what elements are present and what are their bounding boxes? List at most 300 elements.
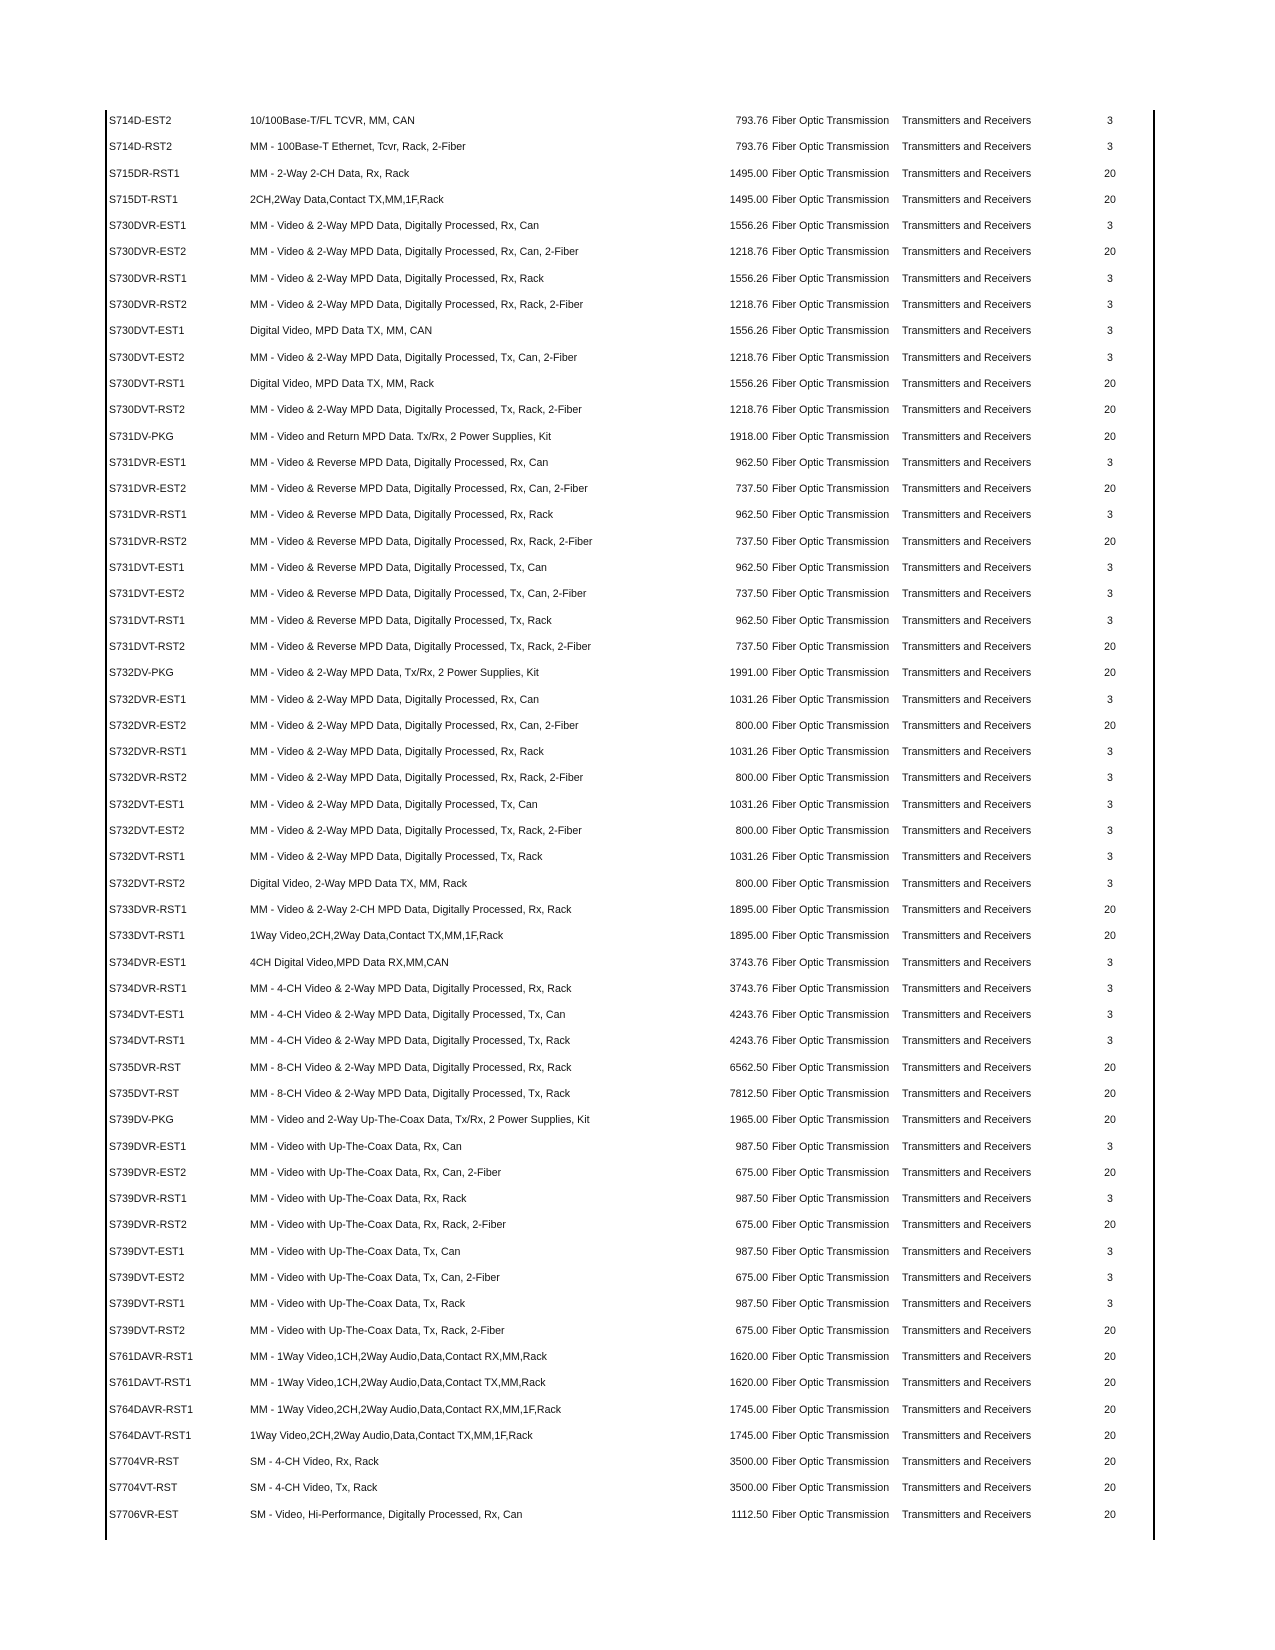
description-cell: MM - Video & Reverse MPD Data, Digitally Processed, Rx, Rack [250, 509, 553, 522]
subcategory-cell: Transmitters and Receivers [902, 1482, 1032, 1495]
description-cell: MM - Video with Up-The-Coax Data, Rx, Rack [250, 1193, 467, 1206]
price-cell: 962.50 [735, 509, 768, 522]
quantity-cell: 20 [1104, 1219, 1116, 1232]
description-cell: SM - 4-CH Video, Rx, Rack [250, 1456, 379, 1469]
part-number-cell: S730DVT-EST2 [109, 351, 185, 364]
description-cell: MM - Video & Reverse MPD Data, Digitally Processed, Rx, Can [250, 456, 549, 469]
description-cell: 10/100Base-T/FL TCVR, MM, CAN [250, 115, 415, 127]
part-number-cell: S730DVT-EST1 [109, 325, 185, 338]
table-row [0, 1344, 1275, 1370]
quantity-cell: 3 [1107, 982, 1113, 995]
quantity-cell: 20 [1104, 1166, 1116, 1179]
price-cell: 1495.00 [729, 193, 768, 206]
price-cell: 793.76 [735, 141, 768, 154]
description-cell: SM - 4-CH Video, Tx, Rack [250, 1482, 378, 1495]
quantity-cell: 20 [1104, 903, 1116, 916]
description-cell: MM - Video & 2-Way MPD Data, Digitally Processed, Rx, Can [250, 693, 540, 706]
category-cell: Fiber Optic Transmission [772, 1114, 890, 1127]
table-row [0, 292, 1275, 318]
subcategory-cell: Transmitters and Receivers [902, 1114, 1032, 1127]
description-cell: MM - Video with Up-The-Coax Data, Tx, Can [250, 1245, 461, 1258]
subcategory-cell: Transmitters and Receivers [902, 1087, 1032, 1100]
part-number-cell: S731DVT-RST2 [109, 640, 185, 653]
category-cell: Fiber Optic Transmission [772, 1245, 890, 1258]
table-row [0, 581, 1275, 607]
description-cell: 4CH Digital Video,MPD Data RX,MM,CAN [250, 956, 449, 969]
description-cell: MM - Video & 2-Way MPD Data, Digitally Processed, Tx, Can, 2-Fiber [250, 351, 578, 364]
table-row [0, 1291, 1275, 1317]
price-cell: 1031.26 [729, 693, 768, 706]
subcategory-cell: Transmitters and Receivers [902, 1009, 1032, 1022]
description-cell: MM - Video with Up-The-Coax Data, Tx, Rack, 2-Fiber [250, 1324, 505, 1337]
category-cell: Fiber Optic Transmission [772, 746, 890, 759]
table-row [0, 1318, 1275, 1344]
category-cell: Fiber Optic Transmission [772, 982, 890, 995]
part-number-cell: S714D-EST2 [109, 115, 172, 127]
price-cell: 1556.26 [729, 220, 768, 233]
category-cell: Fiber Optic Transmission [772, 167, 890, 180]
price-cell: 6562.50 [729, 1061, 768, 1074]
quantity-cell: 3 [1107, 772, 1113, 785]
price-cell: 675.00 [735, 1166, 768, 1179]
part-number-cell: S764DAVT-RST1 [109, 1429, 192, 1442]
quantity-cell: 3 [1107, 115, 1113, 127]
description-cell: MM - 1Way Video,2CH,2Way Audio,Data,Contact RX,MM,1F,Rack [250, 1403, 562, 1416]
description-cell: MM - Video with Up-The-Coax Data, Rx, Rack, 2-Fiber [250, 1219, 506, 1232]
category-cell: Fiber Optic Transmission [772, 351, 890, 364]
category-cell: Fiber Optic Transmission [772, 903, 890, 916]
category-cell: Fiber Optic Transmission [772, 1377, 890, 1390]
part-number-cell: S731DVR-RST2 [109, 535, 187, 548]
table-row [0, 1265, 1275, 1291]
category-cell: Fiber Optic Transmission [772, 1482, 890, 1495]
part-number-cell: S739DVT-RST2 [109, 1324, 185, 1337]
category-cell: Fiber Optic Transmission [772, 193, 890, 206]
subcategory-cell: Transmitters and Receivers [902, 903, 1032, 916]
description-cell: MM - 1Way Video,1CH,2Way Audio,Data,Contact TX,MM,Rack [250, 1377, 546, 1390]
description-cell: 1Way Video,2CH,2Way Data,Contact TX,MM,1F,Rack [250, 930, 504, 943]
category-cell: Fiber Optic Transmission [772, 1193, 890, 1206]
price-cell: 1620.00 [729, 1350, 768, 1363]
price-cell: 987.50 [735, 1245, 768, 1258]
part-number-cell: S734DVR-RST1 [109, 982, 187, 995]
subcategory-cell: Transmitters and Receivers [902, 246, 1032, 259]
category-cell: Fiber Optic Transmission [772, 693, 890, 706]
subcategory-cell: Transmitters and Receivers [902, 1166, 1032, 1179]
price-cell: 737.50 [735, 588, 768, 601]
description-cell: MM - 100Base-T Ethernet, Tcvr, Rack, 2-Fiber [250, 141, 466, 154]
quantity-cell: 3 [1107, 1298, 1113, 1311]
description-cell: MM - 2-Way 2-CH Data, Rx, Rack [250, 167, 410, 180]
table-row [0, 1370, 1275, 1396]
price-cell: 1745.00 [729, 1403, 768, 1416]
price-cell: 737.50 [735, 640, 768, 653]
category-cell: Fiber Optic Transmission [772, 377, 890, 390]
subcategory-cell: Transmitters and Receivers [902, 614, 1032, 627]
part-number-cell: S731DVR-EST2 [109, 483, 187, 496]
price-cell: 987.50 [735, 1193, 768, 1206]
subcategory-cell: Transmitters and Receivers [902, 772, 1032, 785]
description-cell: Digital Video, MPD Data TX, MM, CAN [250, 325, 433, 338]
part-number-cell: S731DVT-EST2 [109, 588, 185, 601]
description-cell: MM - 4-CH Video & 2-Way MPD Data, Digitally Processed, Rx, Rack [250, 982, 572, 995]
quantity-cell: 3 [1107, 141, 1113, 154]
table-row [0, 713, 1275, 739]
subcategory-cell: Transmitters and Receivers [902, 456, 1032, 469]
quantity-cell: 20 [1104, 1482, 1116, 1495]
table-row [0, 950, 1275, 976]
table-row [0, 187, 1275, 213]
subcategory-cell: Transmitters and Receivers [902, 1272, 1032, 1285]
table-row [0, 161, 1275, 187]
quantity-cell: 3 [1107, 825, 1113, 838]
category-cell: Fiber Optic Transmission [772, 535, 890, 548]
quantity-cell: 20 [1104, 246, 1116, 259]
price-cell: 1918.00 [729, 430, 768, 443]
subcategory-cell: Transmitters and Receivers [902, 404, 1032, 417]
description-cell: MM - Video with Up-The-Coax Data, Tx, Rack [250, 1298, 466, 1311]
price-cell: 1745.00 [729, 1429, 768, 1442]
price-cell: 1556.26 [729, 325, 768, 338]
quantity-cell: 3 [1107, 272, 1113, 285]
quantity-cell: 20 [1104, 1350, 1116, 1363]
category-cell: Fiber Optic Transmission [772, 1035, 890, 1048]
table-row [0, 1081, 1275, 1107]
category-cell: Fiber Optic Transmission [772, 1403, 890, 1416]
category-cell: Fiber Optic Transmission [772, 851, 890, 864]
subcategory-cell: Transmitters and Receivers [902, 693, 1032, 706]
table-row [0, 266, 1275, 292]
category-cell: Fiber Optic Transmission [772, 614, 890, 627]
description-cell: MM - Video and 2-Way Up-The-Coax Data, Tx/Rx, 2 Power Supplies, Kit [250, 1114, 590, 1127]
quantity-cell: 20 [1104, 1508, 1116, 1521]
table-row [0, 1239, 1275, 1265]
subcategory-cell: Transmitters and Receivers [902, 272, 1032, 285]
description-cell: MM - Video & Reverse MPD Data, Digitally Processed, Tx, Can, 2-Fiber [250, 588, 587, 601]
table-row [0, 345, 1275, 371]
subcategory-cell: Transmitters and Receivers [902, 220, 1032, 233]
price-cell: 3500.00 [729, 1482, 768, 1495]
description-cell: MM - Video & 2-Way MPD Data, Digitally Processed, Tx, Rack [250, 851, 543, 864]
price-cell: 675.00 [735, 1219, 768, 1232]
category-cell: Fiber Optic Transmission [772, 930, 890, 943]
category-cell: Fiber Optic Transmission [772, 1272, 890, 1285]
subcategory-cell: Transmitters and Receivers [902, 1035, 1032, 1048]
subcategory-cell: Transmitters and Receivers [902, 1245, 1032, 1258]
category-cell: Fiber Optic Transmission [772, 1324, 890, 1337]
table-row [0, 555, 1275, 581]
part-number-cell: S764DAVR-RST1 [109, 1403, 193, 1416]
subcategory-cell: Transmitters and Receivers [902, 299, 1032, 312]
category-cell: Fiber Optic Transmission [772, 115, 890, 127]
price-cell: 3500.00 [729, 1456, 768, 1469]
price-list-table [0, 108, 1275, 1528]
category-cell: Fiber Optic Transmission [772, 640, 890, 653]
category-cell: Fiber Optic Transmission [772, 483, 890, 496]
table-row [0, 1134, 1275, 1160]
quantity-cell: 20 [1104, 1377, 1116, 1390]
quantity-cell: 20 [1104, 193, 1116, 206]
part-number-cell: S731DV-PKG [109, 430, 174, 443]
price-cell: 962.50 [735, 614, 768, 627]
price-cell: 1556.26 [729, 377, 768, 390]
table-row [0, 1186, 1275, 1212]
part-number-cell: S732DVT-RST1 [109, 851, 185, 864]
part-number-cell: S731DVT-RST1 [109, 614, 185, 627]
quantity-cell: 3 [1107, 798, 1113, 811]
subcategory-cell: Transmitters and Receivers [902, 167, 1032, 180]
part-number-cell: S7704VR-RST [109, 1456, 180, 1469]
subcategory-cell: Transmitters and Receivers [902, 509, 1032, 522]
table-row [0, 213, 1275, 239]
description-cell: MM - Video & 2-Way MPD Data, Tx/Rx, 2 Power Supplies, Kit [250, 667, 539, 680]
subcategory-cell: Transmitters and Receivers [902, 640, 1032, 653]
part-number-cell: S714D-RST2 [109, 141, 172, 154]
category-cell: Fiber Optic Transmission [772, 825, 890, 838]
table-row [0, 529, 1275, 555]
subcategory-cell: Transmitters and Receivers [902, 719, 1032, 732]
table-row [0, 1475, 1275, 1501]
category-cell: Fiber Optic Transmission [772, 1350, 890, 1363]
subcategory-cell: Transmitters and Receivers [902, 798, 1032, 811]
part-number-cell: S739DVT-EST1 [109, 1245, 185, 1258]
subcategory-cell: Transmitters and Receivers [902, 956, 1032, 969]
category-cell: Fiber Optic Transmission [772, 956, 890, 969]
table-row [0, 687, 1275, 713]
price-cell: 1218.76 [729, 404, 768, 417]
quantity-cell: 3 [1107, 1140, 1113, 1153]
price-cell: 962.50 [735, 456, 768, 469]
part-number-cell: S732DVR-EST2 [109, 719, 187, 732]
description-cell: MM - Video & 2-Way MPD Data, Digitally Processed, Rx, Can, 2-Fiber [250, 719, 579, 732]
subcategory-cell: Transmitters and Receivers [902, 483, 1032, 496]
category-cell: Fiber Optic Transmission [772, 220, 890, 233]
price-cell: 987.50 [735, 1298, 768, 1311]
quantity-cell: 20 [1104, 1429, 1116, 1442]
quantity-cell: 3 [1107, 1272, 1113, 1285]
price-cell: 1218.76 [729, 351, 768, 364]
table-row [0, 1160, 1275, 1186]
description-cell: MM - Video and Return MPD Data. Tx/Rx, 2 Power Supplies, Kit [250, 430, 552, 443]
description-cell: MM - 8-CH Video & 2-Way MPD Data, Digitally Processed, Tx, Rack [250, 1087, 571, 1100]
quantity-cell: 3 [1107, 1035, 1113, 1048]
table-row [0, 765, 1275, 791]
table-row [0, 844, 1275, 870]
part-number-cell: S7704VT-RST [109, 1482, 178, 1495]
part-number-cell: S730DVR-EST2 [109, 246, 187, 259]
price-cell: 962.50 [735, 562, 768, 575]
quantity-cell: 3 [1107, 851, 1113, 864]
table-row [0, 608, 1275, 634]
table-row [0, 371, 1275, 397]
table-row [0, 108, 1275, 134]
part-number-cell: S739DVR-EST1 [109, 1140, 187, 1153]
part-number-cell: S732DVR-EST1 [109, 693, 187, 706]
description-cell: MM - Video & 2-Way MPD Data, Digitally Processed, Tx, Rack, 2-Fiber [250, 404, 582, 417]
table-row [0, 1212, 1275, 1238]
price-cell: 4243.76 [729, 1035, 768, 1048]
table-row [0, 897, 1275, 923]
part-number-cell: S761DAVR-RST1 [109, 1350, 193, 1363]
description-cell: MM - Video & Reverse MPD Data, Digitally Processed, Rx, Can, 2-Fiber [250, 483, 588, 496]
subcategory-cell: Transmitters and Receivers [902, 1403, 1032, 1416]
quantity-cell: 20 [1104, 930, 1116, 943]
price-cell: 4243.76 [729, 1009, 768, 1022]
category-cell: Fiber Optic Transmission [772, 1508, 890, 1521]
subcategory-cell: Transmitters and Receivers [902, 982, 1032, 995]
subcategory-cell: Transmitters and Receivers [902, 851, 1032, 864]
part-number-cell: S739DVT-EST2 [109, 1272, 185, 1285]
category-cell: Fiber Optic Transmission [772, 325, 890, 338]
price-cell: 1112.50 [731, 1508, 768, 1521]
category-cell: Fiber Optic Transmission [772, 1219, 890, 1232]
category-cell: Fiber Optic Transmission [772, 798, 890, 811]
description-cell: MM - Video & 2-Way MPD Data, Digitally Processed, Tx, Can [250, 798, 538, 811]
part-number-cell: S731DVR-EST1 [109, 456, 187, 469]
subcategory-cell: Transmitters and Receivers [902, 141, 1032, 154]
description-cell: MM - Video & Reverse MPD Data, Digitally Processed, Tx, Can [250, 562, 547, 575]
table-row [0, 792, 1275, 818]
description-cell: MM - Video & 2-Way MPD Data, Digitally Processed, Rx, Can, 2-Fiber [250, 246, 579, 259]
price-cell: 1895.00 [729, 903, 768, 916]
table-row [0, 818, 1275, 844]
subcategory-cell: Transmitters and Receivers [902, 1061, 1032, 1074]
subcategory-cell: Transmitters and Receivers [902, 930, 1032, 943]
subcategory-cell: Transmitters and Receivers [902, 746, 1032, 759]
table-row [0, 1423, 1275, 1449]
subcategory-cell: Transmitters and Receivers [902, 877, 1032, 890]
quantity-cell: 20 [1104, 1324, 1116, 1337]
price-cell: 1218.76 [729, 246, 768, 259]
part-number-cell: S732DVR-RST2 [109, 772, 187, 785]
quantity-cell: 3 [1107, 509, 1113, 522]
subcategory-cell: Transmitters and Receivers [902, 1324, 1032, 1337]
category-cell: Fiber Optic Transmission [772, 667, 890, 680]
table-row [0, 239, 1275, 265]
quantity-cell: 20 [1104, 430, 1116, 443]
part-number-cell: S733DVR-RST1 [109, 903, 187, 916]
subcategory-cell: Transmitters and Receivers [902, 1456, 1032, 1469]
price-cell: 1218.76 [729, 299, 768, 312]
price-cell: 1556.26 [729, 272, 768, 285]
quantity-cell: 20 [1104, 483, 1116, 496]
description-cell: MM - Video & Reverse MPD Data, Digitally Processed, Rx, Rack, 2-Fiber [250, 535, 593, 548]
price-cell: 1031.26 [729, 746, 768, 759]
description-cell: 2CH,2Way Data,Contact TX,MM,1F,Rack [250, 193, 444, 206]
table-row [0, 318, 1275, 344]
subcategory-cell: Transmitters and Receivers [902, 667, 1032, 680]
category-cell: Fiber Optic Transmission [772, 509, 890, 522]
part-number-cell: S735DVT-RST [109, 1087, 180, 1100]
table-row [0, 976, 1275, 1002]
quantity-cell: 20 [1104, 377, 1116, 390]
price-cell: 800.00 [735, 825, 768, 838]
quantity-cell: 20 [1104, 535, 1116, 548]
part-number-cell: S7706VR-EST [109, 1508, 179, 1521]
table-row [0, 1002, 1275, 1028]
description-cell: MM - Video with Up-The-Coax Data, Rx, Can, 2-Fiber [250, 1166, 502, 1179]
table-row [0, 739, 1275, 765]
part-number-cell: S730DVR-RST2 [109, 299, 187, 312]
part-number-cell: S739DVR-RST2 [109, 1219, 187, 1232]
quantity-cell: 3 [1107, 877, 1113, 890]
table-row [0, 660, 1275, 686]
part-number-cell: S715DR-RST1 [109, 167, 180, 180]
category-cell: Fiber Optic Transmission [772, 1061, 890, 1074]
category-cell: Fiber Optic Transmission [772, 456, 890, 469]
part-number-cell: S731DVR-RST1 [109, 509, 187, 522]
category-cell: Fiber Optic Transmission [772, 1298, 890, 1311]
table-row [0, 424, 1275, 450]
description-cell: MM - Video with Up-The-Coax Data, Tx, Can, 2-Fiber [250, 1272, 500, 1285]
price-cell: 3743.76 [729, 982, 768, 995]
subcategory-cell: Transmitters and Receivers [902, 430, 1032, 443]
description-cell: MM - Video & 2-Way MPD Data, Digitally Processed, Rx, Can [250, 220, 540, 233]
category-cell: Fiber Optic Transmission [772, 246, 890, 259]
quantity-cell: 20 [1104, 167, 1116, 180]
quantity-cell: 3 [1107, 351, 1113, 364]
description-cell: MM - Video & 2-Way MPD Data, Digitally Processed, Rx, Rack, 2-Fiber [250, 772, 584, 785]
table-row [0, 634, 1275, 660]
part-number-cell: S732DVT-EST2 [109, 825, 185, 838]
quantity-cell: 20 [1104, 1403, 1116, 1416]
table-row [0, 1449, 1275, 1475]
price-cell: 737.50 [735, 535, 768, 548]
category-cell: Fiber Optic Transmission [772, 1009, 890, 1022]
category-cell: Fiber Optic Transmission [772, 141, 890, 154]
subcategory-cell: Transmitters and Receivers [902, 1193, 1032, 1206]
part-number-cell: S739DVT-RST1 [109, 1298, 185, 1311]
part-number-cell: S735DVR-RST [109, 1061, 181, 1074]
quantity-cell: 3 [1107, 562, 1113, 575]
price-cell: 800.00 [735, 877, 768, 890]
price-cell: 1031.26 [729, 851, 768, 864]
part-number-cell: S734DVT-RST1 [109, 1035, 185, 1048]
subcategory-cell: Transmitters and Receivers [902, 1429, 1032, 1442]
quantity-cell: 20 [1104, 1061, 1116, 1074]
price-cell: 987.50 [735, 1140, 768, 1153]
part-number-cell: S734DVT-EST1 [109, 1009, 185, 1022]
subcategory-cell: Transmitters and Receivers [902, 588, 1032, 601]
category-cell: Fiber Optic Transmission [772, 1429, 890, 1442]
table-row [0, 1055, 1275, 1081]
table-row [0, 502, 1275, 528]
description-cell: MM - Video & 2-Way MPD Data, Digitally Processed, Rx, Rack [250, 746, 544, 759]
table-row [0, 476, 1275, 502]
category-cell: Fiber Optic Transmission [772, 772, 890, 785]
quantity-cell: 20 [1104, 719, 1116, 732]
subcategory-cell: Transmitters and Receivers [902, 1508, 1032, 1521]
subcategory-cell: Transmitters and Receivers [902, 1377, 1032, 1390]
table-row [0, 871, 1275, 897]
subcategory-cell: Transmitters and Receivers [902, 193, 1032, 206]
price-cell: 1495.00 [729, 167, 768, 180]
quantity-cell: 3 [1107, 456, 1113, 469]
part-number-cell: S715DT-RST1 [109, 193, 178, 206]
price-cell: 675.00 [735, 1324, 768, 1337]
price-cell: 675.00 [735, 1272, 768, 1285]
price-cell: 1620.00 [729, 1377, 768, 1390]
subcategory-cell: Transmitters and Receivers [902, 1219, 1032, 1232]
description-cell: Digital Video, 2-Way MPD Data TX, MM, Rack [250, 877, 468, 890]
quantity-cell: 20 [1104, 1087, 1116, 1100]
category-cell: Fiber Optic Transmission [772, 1087, 890, 1100]
category-cell: Fiber Optic Transmission [772, 272, 890, 285]
category-cell: Fiber Optic Transmission [772, 299, 890, 312]
quantity-cell: 3 [1107, 746, 1113, 759]
price-cell: 1965.00 [729, 1114, 768, 1127]
category-cell: Fiber Optic Transmission [772, 404, 890, 417]
